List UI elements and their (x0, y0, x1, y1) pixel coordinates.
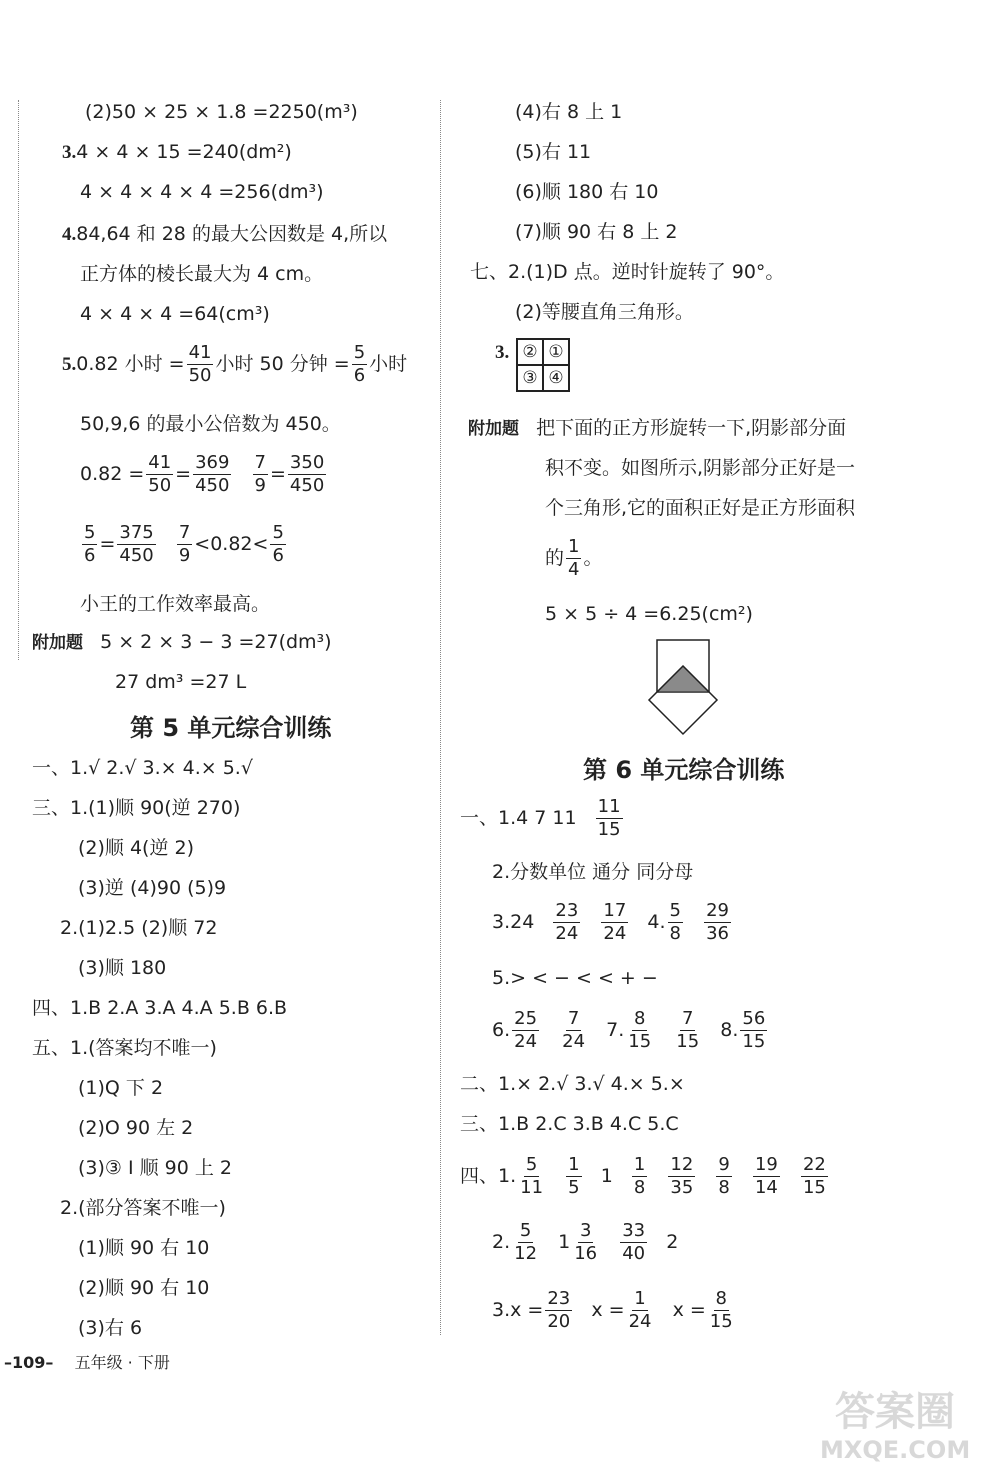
answer-line: (6)顺 180 右 10 (515, 181, 659, 203)
fraction: $\frac{12}{35}$ (670, 1154, 694, 1198)
answer-line: 正方体的棱长最大为 4 cm。 (80, 263, 324, 285)
answer-line: 四、1. $\frac{5}{11}$ $\frac{1}{5}$ 1 $\frac{1}{8}$ $\frac{12}{35}$ $\frac{9}{8}$ $\frac{19}{14}$ $\frac{22}{15}$ (460, 1154, 826, 1198)
bonus-tag: 附加题 (468, 419, 519, 439)
fraction: $\frac{350}{450}$ (289, 452, 325, 496)
answer-line: 3. (495, 342, 510, 363)
right-column (440, 0, 1000, 1471)
watermark-logo: 答案圈 (835, 1389, 955, 1435)
answer-line: (3)逆 (4)90 (5)9 (78, 877, 227, 899)
answer-line: (2)顺 4(逆 2) (78, 837, 194, 859)
answer-line: (2)50 × 25 × 1.8 =2250(m³) (85, 101, 358, 123)
answer-line: (3)顺 180 (78, 957, 167, 979)
fraction: $\frac{11}{15}$ (597, 796, 621, 840)
grid-cell: ① (543, 339, 569, 365)
fraction: $\frac{22}{15}$ (802, 1154, 826, 1198)
answer-line: 3.4 × 4 × 15 =240(dm²) (62, 141, 292, 163)
answer-line: 3.24 $\frac{23}{24}$ $\frac{17}{24}$ 4. $\frac{5}{8}$ $\frac{29}{36}$ (492, 900, 729, 944)
answer-line: 积不变。如图所示,阴影部分正好是一 (545, 457, 856, 479)
answer-line: 50,9,6 的最小公倍数为 450。 (80, 413, 341, 435)
section-heading: 第 6 单元综合训练 (583, 756, 785, 784)
page-number: –109– (4, 1353, 54, 1372)
grid-cell: ④ (543, 365, 569, 391)
answer-line: 一、1.4 7 11 $\frac{11}{15}$ (460, 796, 621, 840)
fraction: $\frac{19}{14}$ (754, 1154, 778, 1198)
answer-line: 4 × 4 × 4 =64(cm³) (80, 303, 270, 325)
answer-line: 附加题 把下面的正方形旋转一下,阴影部分面 (468, 417, 847, 439)
fraction: $\frac{8}{15}$ (628, 1008, 652, 1052)
answer-line: 2.分数单位 通分 同分母 (492, 861, 694, 883)
fraction: $\frac{5}{12}$ (514, 1220, 538, 1264)
answer-line: 七、2.(1)D 点。逆时针旋转了 90°。 (470, 261, 785, 283)
answer-line: (1)顺 90 右 10 (78, 1237, 210, 1259)
answer-line: 三、1.(1)顺 90(逆 270) (32, 797, 241, 819)
watermark-url: MXQE.COM (820, 1436, 971, 1464)
fraction: $\frac{7}{15}$ (676, 1008, 700, 1052)
fraction: $\frac{41}{50}$ (148, 452, 172, 496)
answer-line: 四、1.B 2.A 3.A 4.A 5.B 6.B (32, 997, 288, 1019)
fraction: $\frac{29}{36}$ (706, 900, 729, 944)
answer-line: (3)③ I 顺 90 上 2 (78, 1157, 233, 1179)
fraction: $\frac{25}{24}$ (514, 1008, 538, 1052)
fraction: $\frac{56}{15}$ (742, 1008, 766, 1052)
answer-line: (2)顺 90 右 10 (78, 1277, 210, 1299)
answer-line: 二、1.× 2.√ 3.√ 4.× 5.× (460, 1073, 685, 1095)
section-heading: 第 5 单元综合训练 (130, 714, 332, 742)
answer-line: 的 $\frac{1}{4}$ 。 (545, 536, 603, 580)
answer-line: 0.82 = $\frac{41}{50}$ = $\frac{369}{450}$ $\frac{7}{9}$ = $\frac{350}{450}$ (80, 452, 325, 496)
fraction: $\frac{1}{5}$ (568, 1154, 580, 1198)
answer-line: 个三角形,它的面积正好是正方形面积 (545, 497, 856, 519)
fraction: $\frac{23}{20}$ (547, 1288, 571, 1332)
answer-line: 3.x = $\frac{23}{20}$ x = $\frac{1}{24}$ x = $\frac{8}{15}$ (492, 1288, 733, 1332)
answer-line: 三、1.B 2.C 3.B 4.C 5.C (460, 1113, 679, 1135)
fraction: $\frac{3}{16}$ (574, 1220, 598, 1264)
answer-line: 27 dm³ =27 L (115, 671, 247, 693)
grid-cell: ② (517, 339, 543, 365)
fraction: $\frac{23}{24}$ (555, 900, 579, 944)
fraction: $\frac{7}{9}$ (254, 452, 266, 496)
grade-label: 五年级 · 下册 (74, 1353, 170, 1372)
fraction: $\frac{5}{8}$ (669, 900, 681, 944)
fraction: $\frac{1}{8}$ (633, 1154, 646, 1198)
answer-line: (5)右 11 (515, 141, 592, 163)
fraction: $\frac{1}{4}$ (568, 536, 580, 580)
left-column (0, 0, 440, 1471)
bonus-tag: 附加题 (32, 633, 83, 653)
answer-line: 一、1.√ 2.√ 3.× 4.× 5.√ (32, 757, 253, 779)
answer-line: 小王的工作效率最高。 (80, 593, 271, 615)
fraction: $\frac{5}{11}$ (520, 1154, 544, 1198)
answer-line: (4)右 8 上 1 (515, 101, 623, 123)
fraction: $\frac{5}{6}$ (353, 342, 366, 386)
answer-line: (3)右 6 (78, 1317, 143, 1339)
rotated-square-figure (635, 638, 735, 750)
answer-line: (1)Q 下 2 (78, 1077, 164, 1099)
fraction: $\frac{369}{450}$ (195, 452, 230, 496)
answer-line: (7)顺 90 右 8 上 2 (515, 221, 678, 243)
page-footer (4, 1350, 170, 1373)
answer-line: $\frac{5}{6}$ = $\frac{375}{450}$ $\frac{7}{9}$ <0.82< $\frac{5}{6}$ (84, 522, 284, 566)
answer-line: 五、1.(答案均不唯一) (32, 1037, 217, 1059)
fraction: $\frac{5}{6}$ (272, 522, 284, 566)
fraction: $\frac{8}{15}$ (709, 1288, 733, 1332)
grid-cell: ③ (517, 365, 543, 391)
answer-line: (2)O 90 左 2 (78, 1117, 194, 1139)
rotation-grid (516, 338, 570, 392)
answer-line: 6. $\frac{25}{24}$ $\frac{7}{24}$ 7. $\frac{8}{15}$ $\frac{7}{15}$ 8. $\frac{56}{15}$ (492, 1008, 766, 1052)
answer-line: 2.(1)2.5 (2)顺 72 (60, 917, 218, 939)
answer-line: 2.(部分答案不唯一) (60, 1197, 226, 1219)
fraction: $\frac{41}{50}$ (188, 342, 212, 386)
answer-line: 4 × 4 × 4 × 4 =256(dm³) (80, 181, 324, 203)
fraction: $\frac{375}{450}$ (119, 522, 154, 566)
fraction: $\frac{7}{9}$ (178, 522, 191, 566)
fraction: $\frac{17}{24}$ (603, 900, 627, 944)
answer-line: 5.> < − < < + − (492, 967, 658, 989)
answer-line: 5 × 5 ÷ 4 =6.25(cm²) (545, 603, 753, 625)
answer-line: (2)等腰直角三角形。 (515, 301, 694, 323)
fraction: $\frac{5}{6}$ (84, 522, 96, 566)
answer-line: 5.0.82 小时 = $\frac{41}{50}$ 小时 50 分钟 = $\frac{5}{6}$ 小时 (62, 342, 408, 386)
fraction: $\frac{33}{40}$ (622, 1220, 646, 1264)
answer-line: 附加题 5 × 2 × 3 − 3 =27(dm³) (32, 631, 332, 653)
answer-line: 4.84,64 和 28 的最大公因数是 4,所以 (62, 223, 388, 245)
shaded-triangle (657, 666, 709, 692)
fraction: $\frac{1}{24}$ (628, 1288, 652, 1332)
fraction: $\frac{9}{8}$ (718, 1154, 730, 1198)
answer-line: 2. $\frac{5}{12}$ 1 $\frac{3}{16}$ $\frac{33}{40}$ 2 (492, 1220, 679, 1264)
fraction: $\frac{7}{24}$ (562, 1008, 586, 1052)
